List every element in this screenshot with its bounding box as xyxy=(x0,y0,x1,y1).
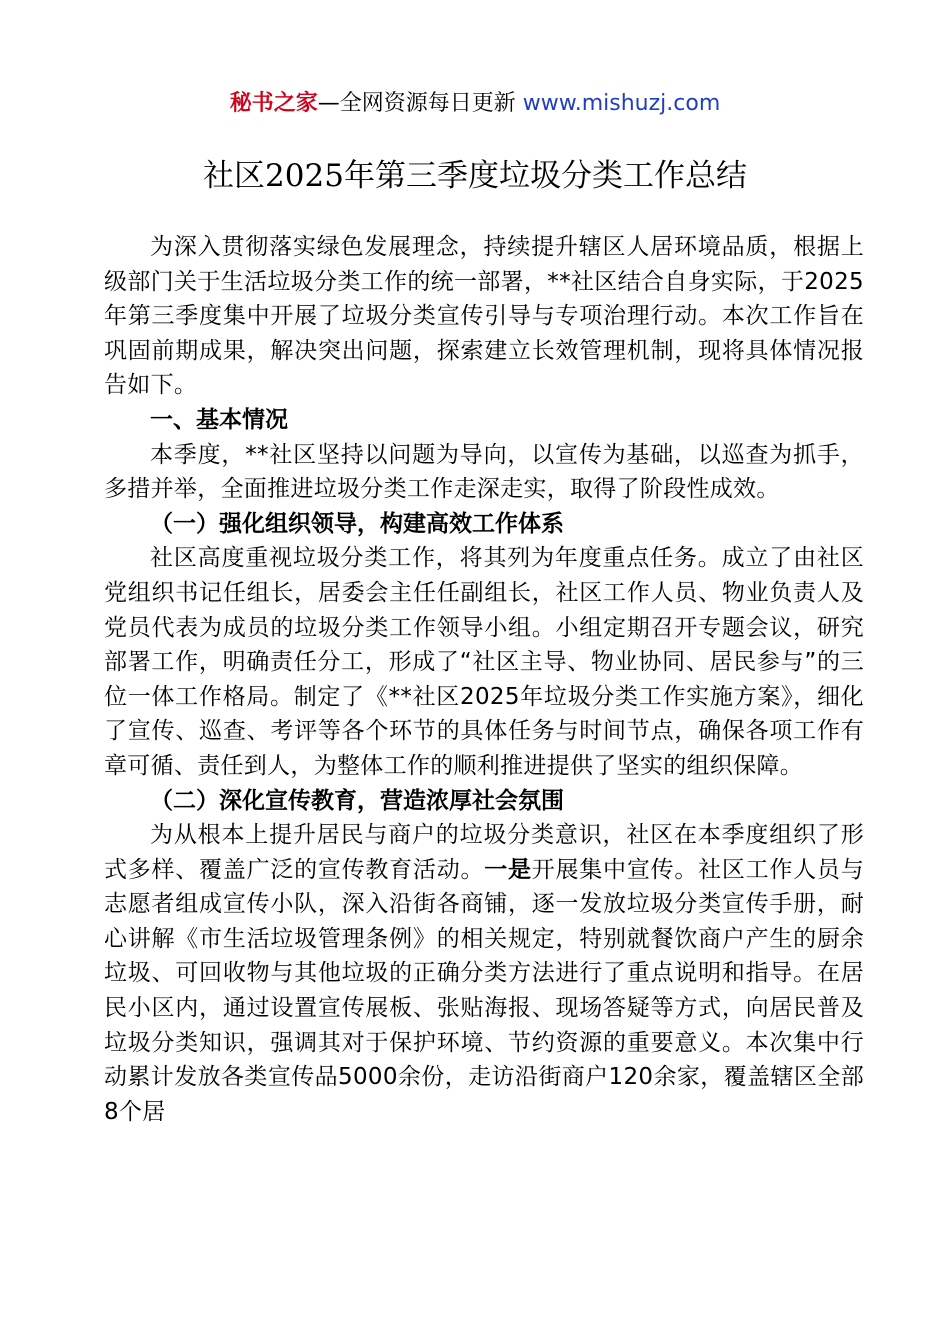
publicity-emphasis: 一是 xyxy=(484,856,532,883)
publicity-text-body: 开展集中宣传。社区工作人员与志愿者组成宣传小队，深入沿街各商铺，逐一发放垃圾分类宣传手册，耐心讲解《市生活垃圾管理条例》的相关规定，特别就餐饮商户产生的厨余垃圾、可回收物与其他垃圾的正确分类方法进行了重点说明和指导。在居民小区内，通过设置宣传展板、张贴海报、现场答疑等方式，向居民普及垃圾分类知识，强调其对于保护环境、节约资源的重要意义。本次集中行动累计发放各类宣传品5000余份，走访沿街商户120余家，覆盖辖区全部8个居 xyxy=(104,856,864,1125)
subsection-paragraph-publicity xyxy=(104,818,864,1129)
site-link[interactable]: www.mishuzj.com xyxy=(522,91,721,116)
intro-paragraph: 为深入贯彻落实绿色发展理念，持续提升辖区人居环境品质，根据上级部门关于生活垃圾分类工作的统一部署，**社区结合自身实际，于2025年第三季度集中开展了垃圾分类宣传引导与专项治理行动。本次工作旨在巩固前期成果，解决突出问题，探索建立长效管理机制，现将具体情况报告如下。 xyxy=(104,234,864,399)
site-header xyxy=(0,86,950,122)
document-title: 社区2025年第三季度垃圾分类工作总结 xyxy=(203,158,747,194)
document-body xyxy=(104,230,864,1129)
section-paragraph-basic: 本季度，**社区坚持以问题为导向，以宣传为基础，以巡查为抓手，多措并举，全面推进垃圾分类工作走深走实，取得了阶段性成效。 xyxy=(104,441,864,503)
section-heading-basic: 一、基本情况 xyxy=(150,406,288,433)
header-tagline: —全网资源每日更新 xyxy=(317,91,523,116)
brand-name: 秘书之家 xyxy=(229,91,318,116)
subsection-paragraph-organization: 社区高度重视垃圾分类工作，将其列为年度重点任务。成立了由社区党组织书记任组长，居委会主任任副组长，社区工作人员、物业负责人及党员代表为成员的垃圾分类工作领导小组。小组定期召开专题会议，研究部署工作，明确责任分工，形成了“社区主导、物业协同、居民参与”的三位一体工作格局。制定了《**社区2025年垃圾分类工作实施方案》，细化了宣传、巡查、考评等各个环节的具体任务与时间节点，确保各项工作有章可循、责任到人，为整体工作的顺利推进提供了坚实的组织保障。 xyxy=(104,545,864,779)
subsection-heading-publicity: （二）深化宣传教育，营造浓厚社会氛围 xyxy=(150,787,564,814)
publicity-text-lead: 为从根本上提升居民与商户的垃圾分类意识，社区在本季度组织了形式多样、覆盖广泛的宣传教育活动。 xyxy=(104,822,864,883)
subsection-heading-organization: （一）强化组织领导，构建高效工作体系 xyxy=(150,510,564,537)
